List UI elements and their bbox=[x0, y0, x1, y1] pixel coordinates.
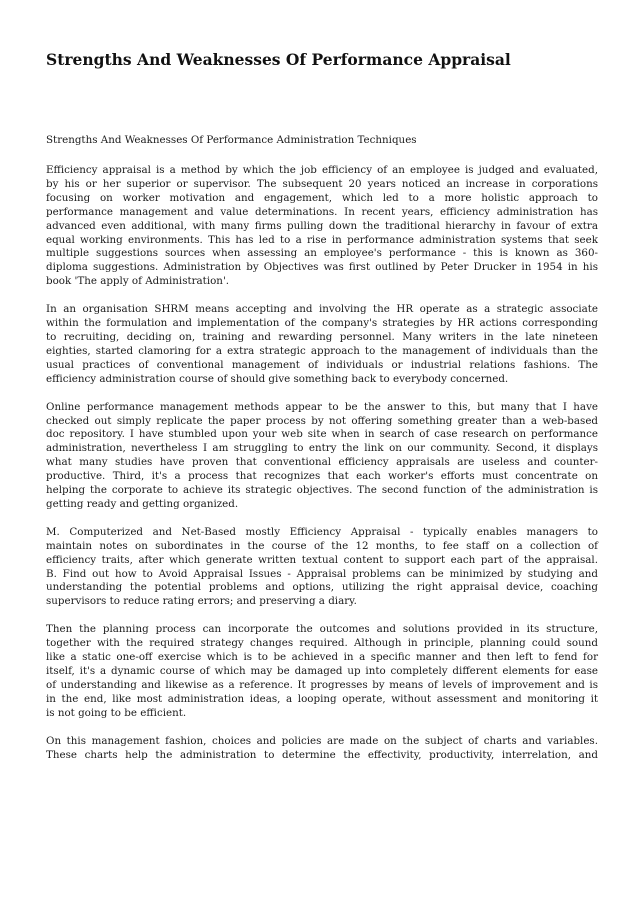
text-line: usual practices of conventional management of individuals or industrial relations fashions. The bbox=[46, 358, 598, 371]
text-line: by his or her superior or supervisor. The subsequent 20 years noticed an increase in corporations bbox=[46, 177, 598, 190]
text-line: together with the required strategy changes required. Although in principle, planning could sound bbox=[46, 637, 598, 650]
text-line: understanding the potential problems and options, utilizing the right appraisal device, coaching bbox=[46, 581, 598, 594]
text-line: getting ready and getting organized. bbox=[46, 497, 239, 510]
text-line: productive. Third, it's a process that recognizes that each worker's efforts must concentrate on bbox=[46, 470, 598, 483]
text-line: checked out simply replicate the paper process by not offering something greater than a web-based bbox=[46, 414, 598, 427]
text-line: Efficiency appraisal is a method by which the job efficiency of an employee is judged and evaluated, bbox=[46, 164, 598, 176]
text-line: multiple suggestions sources when assessing an employee's performance - this is known as 360- bbox=[46, 247, 598, 260]
page-title: Strengths And Weaknesses Of Performance Appraisal bbox=[46, 50, 511, 69]
text-line: what many studies have proven that conventional efficiency appraisals are useless and counter- bbox=[46, 456, 598, 469]
text-line: helping the corporate to achieve its strategic objectives. The second function of the administration is bbox=[46, 484, 598, 497]
text-line: is not going to be efficient. bbox=[46, 706, 187, 719]
text-line: maintain notes on subordinates in the course of the 12 months, to fee staff on a collection of bbox=[46, 539, 598, 552]
text-line: like a static one-off exercise which is to be achieved in a specific manner and then left to fend for bbox=[46, 651, 598, 664]
text-line: On this management fashion, choices and policies are made on the subject of charts and variables. bbox=[46, 734, 598, 747]
text-line: advanced even additional, with many firms pulling down the traditional hierarchy in favour of extra bbox=[46, 219, 598, 232]
body-text bbox=[46, 164, 598, 776]
paragraph bbox=[46, 401, 598, 512]
section-subtitle: Strengths And Weaknesses Of Performance Administration Techniques bbox=[46, 134, 417, 146]
text-line: in the end, like most administration ideas, a looping operate, without assessment and monitoring it bbox=[46, 692, 598, 705]
text-line: performance management and value determinations. In recent years, efficiency administration has bbox=[46, 205, 598, 218]
text-line: book 'The apply of Administration'. bbox=[46, 275, 230, 288]
text-line: B. Find out how to Avoid Appraisal Issues - Appraisal problems can be minimized by studying and bbox=[46, 567, 598, 580]
text-line: within the formulation and implementation of the company's strategies by HR actions corresponding bbox=[46, 317, 598, 330]
paragraph bbox=[46, 735, 598, 763]
text-line: In an organisation SHRM means accepting and involving the HR operate as a strategic associate bbox=[46, 303, 598, 316]
text-line: efficiency administration course of should give something back to everybody concerned. bbox=[46, 372, 509, 385]
text-line: These charts help the administration to determine the effectivity, productivity, interrelation, and bbox=[46, 748, 598, 761]
text-line: itself, it's a dynamic course of which may be damaged up into completely different elements for ease bbox=[46, 665, 598, 677]
text-line: to recruiting, deciding on, training and rewarding personnel. Many writers in the late nineteen bbox=[46, 330, 598, 343]
text-line: efficiency traits, after which generate written textual content to support each part of the appraisal. bbox=[46, 553, 598, 566]
text-line: doc repository. I have stumbled upon your web site when in search of case research on performance bbox=[46, 428, 598, 441]
paragraph bbox=[46, 164, 598, 289]
text-line: of understanding and likewise as a reference. It progresses by means of levels of improvement and is bbox=[46, 678, 598, 691]
text-line: diploma suggestions. Administration by Objectives was first outlined by Peter Drucker in 1954 in his bbox=[46, 261, 598, 274]
text-line: administration, nevertheless I am struggling to entry the link on our community. Second, it displays bbox=[46, 442, 598, 455]
text-line: Online performance management methods appear to be the answer to this, but many that I have bbox=[46, 400, 598, 413]
paragraph bbox=[46, 303, 598, 386]
text-line: supervisors to reduce rating errors; and preserving a diary. bbox=[46, 595, 357, 608]
text-line: focusing on worker motivation and engagement, which led to a more holistic approach to bbox=[46, 191, 598, 204]
paragraph bbox=[46, 526, 598, 609]
text-line: equal working environments. This has led to a rise in performance administration systems that seek bbox=[46, 233, 598, 246]
text-line: eighties, started clamoring for a extra strategic approach to the management of individuals than the bbox=[46, 344, 598, 357]
paragraph bbox=[46, 623, 598, 720]
text-line: M. Computerized and Net-Based mostly Efficiency Appraisal - typically enables managers to bbox=[46, 525, 598, 538]
text-line: Then the planning process can incorporate the outcomes and solutions provided in its structure, bbox=[46, 623, 598, 636]
